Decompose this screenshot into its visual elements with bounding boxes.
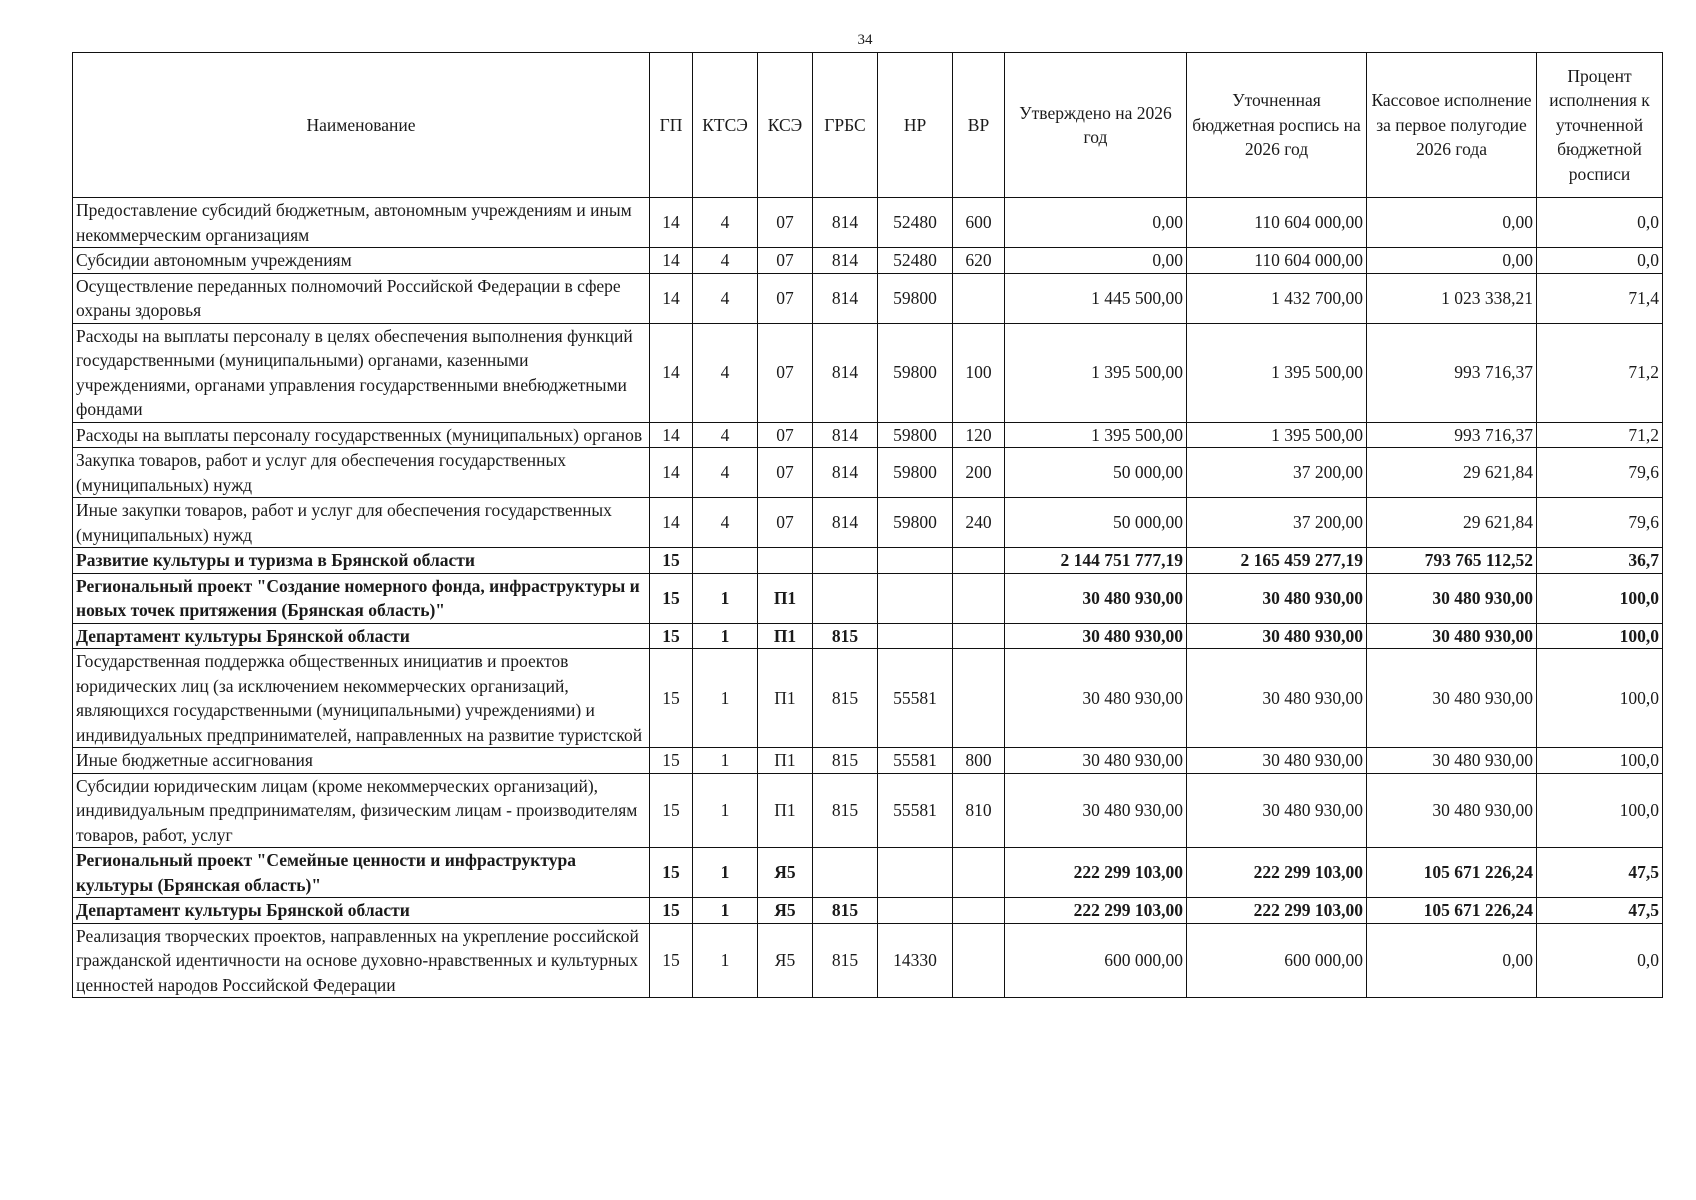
cell-grbs: 814 [813,248,878,274]
cell-name: Закупка товаров, работ и услуг для обеспечения государственных (муниципальных) нужд [73,448,650,498]
cell-revised: 30 480 930,00 [1187,773,1367,848]
cell-name: Развитие культуры и туризма в Брянской области [73,548,650,574]
cell-gp: 15 [650,923,693,998]
cell-executed: 29 621,84 [1367,498,1537,548]
cell-approved: 1 445 500,00 [1005,273,1187,323]
table-row [73,748,1663,774]
cell-grbs: 814 [813,323,878,422]
cell-vr [953,273,1005,323]
cell-percent: 0,0 [1537,198,1663,248]
cell-gp: 15 [650,548,693,574]
cell-revised: 37 200,00 [1187,448,1367,498]
cell-executed: 29 621,84 [1367,448,1537,498]
cell-approved: 30 480 930,00 [1005,573,1187,623]
cell-vr: 600 [953,198,1005,248]
header-percent: Процент исполнения к уточненной бюджетной росписи [1537,53,1663,198]
header-vr: ВР [953,53,1005,198]
cell-ktse: 4 [693,248,758,274]
cell-vr [953,649,1005,748]
cell-revised: 30 480 930,00 [1187,573,1367,623]
cell-ktse: 4 [693,323,758,422]
cell-nr: 55581 [878,773,953,848]
cell-ktse: 4 [693,273,758,323]
cell-grbs: 815 [813,623,878,649]
cell-revised: 37 200,00 [1187,498,1367,548]
cell-revised: 1 432 700,00 [1187,273,1367,323]
cell-name: Иные закупки товаров, работ и услуг для обеспечения государственных (муниципальных) нужд [73,498,650,548]
cell-grbs: 814 [813,273,878,323]
cell-approved: 600 000,00 [1005,923,1187,998]
cell-grbs: 815 [813,649,878,748]
cell-approved: 2 144 751 777,19 [1005,548,1187,574]
cell-approved: 30 480 930,00 [1005,748,1187,774]
cell-nr [878,623,953,649]
cell-nr: 59800 [878,273,953,323]
cell-gp: 14 [650,248,693,274]
cell-percent: 100,0 [1537,573,1663,623]
cell-vr: 240 [953,498,1005,548]
cell-kse: 07 [758,198,813,248]
table-body [73,198,1663,998]
cell-revised: 1 395 500,00 [1187,422,1367,448]
cell-kse: Я5 [758,898,813,924]
cell-executed: 105 671 226,24 [1367,848,1537,898]
cell-revised: 222 299 103,00 [1187,898,1367,924]
cell-executed: 793 765 112,52 [1367,548,1537,574]
header-nr: НР [878,53,953,198]
table-row [73,649,1663,748]
cell-name: Департамент культуры Брянской области [73,623,650,649]
cell-approved: 0,00 [1005,248,1187,274]
cell-vr: 620 [953,248,1005,274]
cell-name: Предоставление субсидий бюджетным, автономным учреждениям и иным некоммерческим организациям [73,198,650,248]
cell-kse: 07 [758,248,813,274]
budget-execution-table [72,52,1663,998]
cell-ktse: 1 [693,573,758,623]
cell-revised: 30 480 930,00 [1187,623,1367,649]
cell-nr: 59800 [878,498,953,548]
cell-nr: 59800 [878,323,953,422]
table-row [73,248,1663,274]
cell-gp: 15 [650,773,693,848]
cell-name: Региональный проект "Создание номерного фонда, инфраструктуры и новых точек притяжения (Брянская область)" [73,573,650,623]
cell-percent: 71,4 [1537,273,1663,323]
header-kse: КСЭ [758,53,813,198]
header-name: Наименование [73,53,650,198]
table-header-row [73,53,1663,198]
cell-gp: 14 [650,273,693,323]
cell-revised: 222 299 103,00 [1187,848,1367,898]
cell-grbs: 815 [813,898,878,924]
table-row [73,623,1663,649]
cell-ktse [693,548,758,574]
cell-revised: 30 480 930,00 [1187,748,1367,774]
cell-grbs: 814 [813,422,878,448]
cell-ktse: 1 [693,649,758,748]
cell-name: Департамент культуры Брянской области [73,898,650,924]
cell-grbs: 815 [813,773,878,848]
cell-ktse: 4 [693,422,758,448]
cell-executed: 0,00 [1367,198,1537,248]
cell-ktse: 1 [693,898,758,924]
cell-kse: 07 [758,273,813,323]
table-row [73,448,1663,498]
cell-executed: 30 480 930,00 [1367,748,1537,774]
cell-percent: 71,2 [1537,422,1663,448]
cell-vr [953,848,1005,898]
header-ktse: КТСЭ [693,53,758,198]
cell-percent: 47,5 [1537,898,1663,924]
cell-nr: 55581 [878,748,953,774]
cell-gp: 15 [650,898,693,924]
cell-nr [878,573,953,623]
cell-kse: П1 [758,649,813,748]
cell-approved: 1 395 500,00 [1005,323,1187,422]
cell-nr: 52480 [878,198,953,248]
cell-kse: Я5 [758,848,813,898]
cell-name: Иные бюджетные ассигнования [73,748,650,774]
cell-nr: 59800 [878,422,953,448]
cell-kse: 07 [758,422,813,448]
cell-approved: 30 480 930,00 [1005,773,1187,848]
header-grbs: ГРБС [813,53,878,198]
cell-percent: 100,0 [1537,623,1663,649]
cell-approved: 1 395 500,00 [1005,422,1187,448]
cell-name: Осуществление переданных полномочий Российской Федерации в сфере охраны здоровья [73,273,650,323]
cell-ktse: 1 [693,848,758,898]
cell-gp: 15 [650,748,693,774]
cell-executed: 105 671 226,24 [1367,898,1537,924]
cell-gp: 15 [650,573,693,623]
cell-kse: П1 [758,773,813,848]
table-row [73,923,1663,998]
cell-approved: 50 000,00 [1005,448,1187,498]
table-row [73,273,1663,323]
cell-ktse: 1 [693,623,758,649]
cell-executed: 30 480 930,00 [1367,573,1537,623]
cell-approved: 30 480 930,00 [1005,649,1187,748]
cell-gp: 14 [650,448,693,498]
cell-percent: 100,0 [1537,748,1663,774]
cell-revised: 1 395 500,00 [1187,323,1367,422]
cell-executed: 1 023 338,21 [1367,273,1537,323]
cell-nr: 14330 [878,923,953,998]
cell-grbs [813,548,878,574]
cell-percent: 0,0 [1537,923,1663,998]
cell-executed: 993 716,37 [1367,323,1537,422]
cell-vr [953,573,1005,623]
cell-grbs: 814 [813,498,878,548]
cell-vr: 200 [953,448,1005,498]
cell-percent: 100,0 [1537,649,1663,748]
cell-percent: 79,6 [1537,498,1663,548]
cell-executed: 30 480 930,00 [1367,649,1537,748]
cell-executed: 993 716,37 [1367,422,1537,448]
cell-grbs: 815 [813,923,878,998]
cell-name: Субсидии автономным учреждениям [73,248,650,274]
page-number: 34 [857,32,873,48]
header-executed: Кассовое исполнение за первое полугодие 2026 года [1367,53,1537,198]
header-gp: ГП [650,53,693,198]
table-row [73,773,1663,848]
cell-ktse: 1 [693,923,758,998]
cell-name: Государственная поддержка общественных инициатив и проектов юридических лиц (за исключением некоммерческих организаций, являющихся государственными (муниципальными) учреждениями) и индивидуальных предпринимателей, направленных на развитие туристской [73,649,650,748]
cell-revised: 110 604 000,00 [1187,198,1367,248]
cell-kse: 07 [758,323,813,422]
cell-gp: 14 [650,198,693,248]
cell-kse: 07 [758,498,813,548]
table-row [73,573,1663,623]
table-row [73,422,1663,448]
cell-name: Расходы на выплаты персоналу в целях обеспечения выполнения функций государственными (муниципальными) органами, казенными учреждениями, органами управления государственными внебюджетными фондами [73,323,650,422]
cell-executed: 30 480 930,00 [1367,623,1537,649]
cell-name: Региональный проект "Семейные ценности и инфраструктура культуры (Брянская область)" [73,848,650,898]
cell-vr: 810 [953,773,1005,848]
cell-ktse: 4 [693,498,758,548]
cell-vr: 800 [953,748,1005,774]
cell-ktse: 4 [693,198,758,248]
header-revised: Уточненная бюджетная роспись на 2026 год [1187,53,1367,198]
cell-percent: 36,7 [1537,548,1663,574]
cell-vr [953,623,1005,649]
table-row [73,898,1663,924]
cell-kse: Я5 [758,923,813,998]
table-row [73,323,1663,422]
cell-revised: 2 165 459 277,19 [1187,548,1367,574]
cell-vr [953,923,1005,998]
cell-executed: 0,00 [1367,248,1537,274]
cell-grbs [813,573,878,623]
cell-executed: 0,00 [1367,923,1537,998]
cell-gp: 14 [650,323,693,422]
cell-percent: 79,6 [1537,448,1663,498]
cell-nr [878,548,953,574]
cell-revised: 110 604 000,00 [1187,248,1367,274]
cell-grbs: 814 [813,198,878,248]
cell-nr [878,898,953,924]
cell-approved: 0,00 [1005,198,1187,248]
cell-nr: 55581 [878,649,953,748]
cell-gp: 15 [650,848,693,898]
table-row [73,848,1663,898]
cell-grbs: 815 [813,748,878,774]
cell-gp: 14 [650,422,693,448]
cell-vr: 120 [953,422,1005,448]
cell-percent: 47,5 [1537,848,1663,898]
cell-kse: П1 [758,573,813,623]
cell-vr [953,548,1005,574]
cell-ktse: 1 [693,748,758,774]
table-row [73,548,1663,574]
cell-ktse: 4 [693,448,758,498]
cell-gp: 15 [650,623,693,649]
cell-vr [953,898,1005,924]
header-approved: Утверждено на 2026 год [1005,53,1187,198]
cell-nr: 59800 [878,448,953,498]
cell-gp: 15 [650,649,693,748]
cell-name: Субсидии юридическим лицам (кроме некоммерческих организаций), индивидуальным предпринимателям, физическим лицам - производителям товаров, работ, услуг [73,773,650,848]
cell-percent: 71,2 [1537,323,1663,422]
cell-grbs: 814 [813,448,878,498]
cell-vr: 100 [953,323,1005,422]
cell-ktse: 1 [693,773,758,848]
cell-revised: 30 480 930,00 [1187,649,1367,748]
cell-gp: 14 [650,498,693,548]
cell-kse [758,548,813,574]
cell-approved: 222 299 103,00 [1005,898,1187,924]
cell-kse: 07 [758,448,813,498]
cell-kse: П1 [758,623,813,649]
cell-approved: 222 299 103,00 [1005,848,1187,898]
table-row [73,498,1663,548]
cell-kse: П1 [758,748,813,774]
cell-executed: 30 480 930,00 [1367,773,1537,848]
table-row [73,198,1663,248]
cell-nr: 52480 [878,248,953,274]
cell-approved: 30 480 930,00 [1005,623,1187,649]
cell-approved: 50 000,00 [1005,498,1187,548]
cell-revised: 600 000,00 [1187,923,1367,998]
cell-name: Реализация творческих проектов, направленных на укрепление российской гражданской идентичности на основе духовно-нравственных и культурных ценностей народов Российской Федерации [73,923,650,998]
cell-percent: 100,0 [1537,773,1663,848]
cell-name: Расходы на выплаты персоналу государственных (муниципальных) органов [73,422,650,448]
cell-percent: 0,0 [1537,248,1663,274]
cell-grbs [813,848,878,898]
cell-nr [878,848,953,898]
